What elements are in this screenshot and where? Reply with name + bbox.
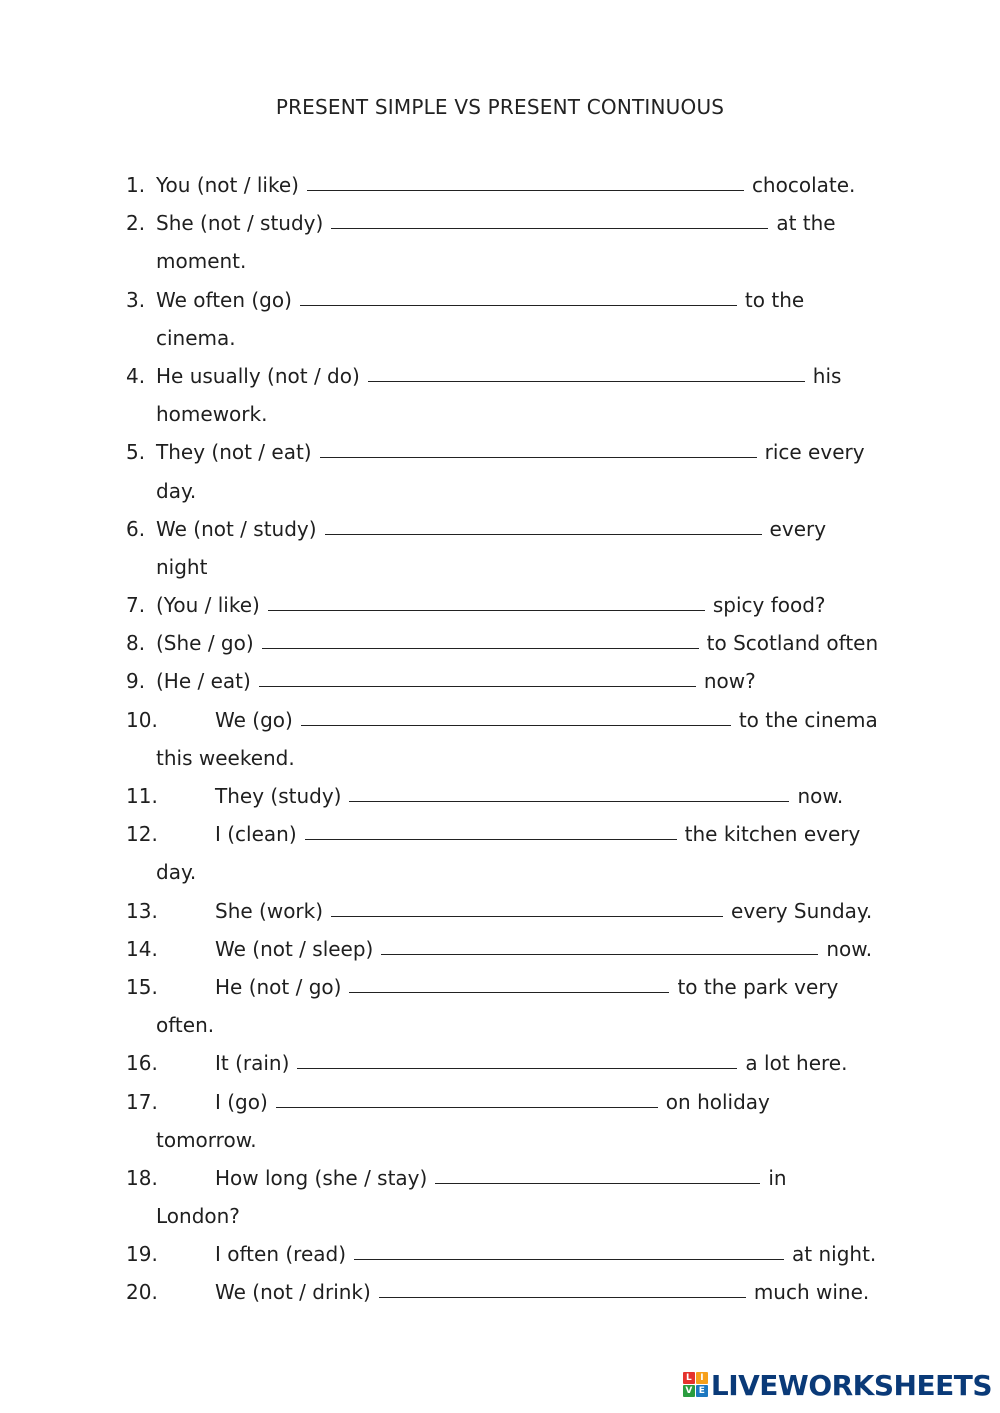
answer-blank[interactable] bbox=[276, 1089, 658, 1108]
exercise-item-continuation bbox=[0, 853, 1000, 891]
item-sentence bbox=[156, 204, 836, 242]
item-sentence bbox=[156, 433, 865, 471]
item-ending: a lot here. bbox=[745, 1051, 848, 1076]
exercise-item bbox=[0, 701, 1000, 739]
answer-blank[interactable] bbox=[435, 1165, 760, 1184]
exercise-item bbox=[0, 815, 1000, 853]
exercise-item-continuation bbox=[0, 739, 1000, 777]
item-number: 2. bbox=[126, 211, 146, 236]
exercise-item-continuation bbox=[0, 395, 1000, 433]
item-ending: spicy food? bbox=[712, 593, 826, 618]
item-sentence bbox=[156, 586, 826, 624]
liveworksheets-logo bbox=[683, 1369, 992, 1401]
item-prompt: They (not / eat) bbox=[156, 440, 312, 465]
item-sentence bbox=[215, 815, 860, 853]
exercise-item bbox=[0, 662, 1000, 700]
item-ending: the kitchen every bbox=[684, 822, 861, 847]
item-ending-continued: day. bbox=[156, 860, 197, 885]
logo-letter: V bbox=[683, 1385, 695, 1397]
item-prompt: You (not / like) bbox=[156, 173, 299, 197]
item-number: 20. bbox=[126, 1280, 158, 1305]
item-prompt: He (not / go) bbox=[215, 974, 342, 999]
item-ending: now. bbox=[797, 784, 844, 808]
answer-blank[interactable] bbox=[349, 783, 789, 802]
exercise-item-continuation bbox=[0, 1006, 1000, 1044]
item-ending: every Sunday. bbox=[731, 898, 873, 923]
item-sentence bbox=[215, 1273, 869, 1311]
item-ending: to the bbox=[744, 287, 805, 312]
item-number: 16. bbox=[126, 1051, 158, 1076]
item-sentence bbox=[215, 1083, 770, 1121]
item-prompt: How long (she / stay) bbox=[215, 1165, 428, 1190]
exercise-item-continuation bbox=[0, 548, 1000, 586]
item-number: 7. bbox=[126, 593, 146, 618]
item-sentence bbox=[215, 701, 878, 739]
item-ending-continued: homework. bbox=[156, 402, 268, 427]
item-prompt: They (study) bbox=[215, 784, 342, 808]
item-sentence bbox=[215, 930, 872, 968]
exercise-item-continuation bbox=[0, 472, 1000, 510]
item-ending: in bbox=[768, 1165, 787, 1190]
item-ending: chocolate. bbox=[751, 173, 856, 197]
exercise-item-continuation bbox=[0, 319, 1000, 357]
item-ending: much wine. bbox=[753, 1280, 870, 1305]
item-sentence bbox=[215, 1235, 876, 1273]
answer-blank[interactable] bbox=[331, 898, 723, 917]
exercise-item bbox=[0, 1083, 1000, 1121]
item-prompt: We (go) bbox=[215, 707, 293, 732]
item-ending: every bbox=[769, 516, 827, 541]
item-sentence bbox=[215, 892, 872, 930]
item-ending-continued: cinema. bbox=[156, 325, 236, 350]
item-sentence bbox=[215, 968, 838, 1006]
exercise-item bbox=[0, 357, 1000, 395]
item-number: 12. bbox=[126, 822, 158, 847]
answer-blank[interactable] bbox=[349, 974, 669, 993]
item-number: 14. bbox=[126, 936, 158, 961]
item-number: 11. bbox=[126, 784, 158, 808]
item-sentence bbox=[215, 1044, 847, 1082]
exercise-item bbox=[0, 930, 1000, 968]
item-number: 1. bbox=[126, 173, 146, 197]
item-ending-continued: moment. bbox=[156, 249, 247, 274]
item-number: 5. bbox=[126, 440, 146, 465]
item-ending: on holiday bbox=[665, 1089, 770, 1114]
answer-blank[interactable] bbox=[325, 516, 762, 535]
item-sentence bbox=[156, 624, 878, 662]
item-number: 18. bbox=[126, 1165, 158, 1190]
logo-letter: I bbox=[696, 1372, 708, 1384]
item-sentence bbox=[215, 777, 843, 815]
logo-letter: L bbox=[683, 1372, 695, 1384]
exercise-item bbox=[0, 586, 1000, 624]
item-number: 3. bbox=[126, 287, 146, 312]
answer-blank[interactable] bbox=[262, 630, 699, 649]
item-number: 9. bbox=[126, 669, 146, 694]
item-ending: at night. bbox=[792, 1242, 877, 1267]
answer-blank[interactable] bbox=[379, 1279, 746, 1298]
item-number: 4. bbox=[126, 363, 146, 388]
exercise-item bbox=[0, 1235, 1000, 1273]
exercise-item bbox=[0, 892, 1000, 930]
item-prompt: (She / go) bbox=[156, 631, 254, 656]
item-prompt: It (rain) bbox=[215, 1051, 290, 1076]
answer-blank[interactable] bbox=[300, 287, 737, 306]
page-title: PRESENT SIMPLE VS PRESENT CONTINUOUS bbox=[275, 95, 725, 119]
answer-blank[interactable] bbox=[268, 592, 705, 611]
exercise-item bbox=[0, 166, 1000, 204]
item-ending: to the cinema bbox=[738, 707, 878, 732]
item-ending-continued: often. bbox=[156, 1013, 215, 1038]
item-ending: to the park very bbox=[677, 974, 839, 999]
answer-blank[interactable] bbox=[354, 1241, 784, 1260]
exercise-item bbox=[0, 281, 1000, 319]
item-prompt: I (clean) bbox=[215, 822, 297, 847]
logo-mark-icon bbox=[683, 1372, 709, 1398]
answer-blank[interactable] bbox=[331, 210, 768, 229]
exercise-item bbox=[0, 1159, 1000, 1197]
exercise-item-continuation bbox=[0, 1121, 1000, 1159]
item-prompt: I often (read) bbox=[215, 1242, 347, 1267]
item-number: 19. bbox=[126, 1242, 158, 1267]
exercise-item bbox=[0, 1273, 1000, 1311]
item-ending-continued: this weekend. bbox=[156, 745, 295, 770]
exercise-item-continuation bbox=[0, 242, 1000, 280]
item-number: 13. bbox=[126, 898, 158, 923]
answer-blank[interactable] bbox=[320, 439, 757, 458]
answer-blank[interactable] bbox=[307, 172, 744, 191]
answer-blank[interactable] bbox=[301, 707, 731, 726]
item-number: 10. bbox=[126, 707, 158, 732]
exercise-item bbox=[0, 510, 1000, 548]
answer-blank[interactable] bbox=[368, 363, 805, 382]
item-sentence bbox=[215, 1159, 787, 1197]
item-prompt: We (not / study) bbox=[156, 516, 317, 541]
exercise-item-continuation bbox=[0, 1197, 1000, 1235]
item-ending: now. bbox=[826, 936, 873, 961]
item-sentence bbox=[156, 357, 841, 395]
item-prompt: We (not / drink) bbox=[215, 1280, 371, 1305]
item-ending: rice every bbox=[764, 440, 865, 465]
item-number: 6. bbox=[126, 516, 146, 541]
item-prompt: I (go) bbox=[215, 1089, 268, 1114]
exercise-item bbox=[0, 624, 1000, 662]
exercise-item bbox=[0, 1044, 1000, 1082]
item-prompt: (He / eat) bbox=[156, 669, 251, 694]
answer-blank[interactable] bbox=[259, 668, 696, 687]
exercise-item bbox=[0, 433, 1000, 471]
item-ending-continued: tomorrow. bbox=[156, 1127, 257, 1152]
item-ending: at the bbox=[776, 211, 836, 236]
item-ending: now? bbox=[703, 669, 756, 694]
exercise-item bbox=[0, 204, 1000, 242]
item-ending-continued: London? bbox=[156, 1204, 240, 1229]
answer-blank[interactable] bbox=[297, 1050, 737, 1069]
answer-blank[interactable] bbox=[381, 936, 818, 955]
item-sentence bbox=[156, 166, 855, 204]
item-ending-continued: day. bbox=[156, 478, 197, 503]
item-number: 15. bbox=[126, 974, 158, 999]
exercise-item bbox=[0, 968, 1000, 1006]
item-ending-continued: night bbox=[156, 554, 208, 579]
item-sentence bbox=[156, 281, 804, 319]
answer-blank[interactable] bbox=[305, 821, 677, 840]
item-prompt: She (not / study) bbox=[156, 211, 324, 236]
item-sentence bbox=[156, 662, 756, 700]
brand-name: LIVEWORKSHEETS bbox=[710, 1368, 992, 1402]
item-ending: his bbox=[812, 363, 842, 388]
item-prompt: (You / like) bbox=[156, 593, 260, 618]
item-number: 17. bbox=[126, 1089, 158, 1114]
exercise-item bbox=[0, 777, 1000, 815]
item-sentence bbox=[156, 510, 826, 548]
item-prompt: He usually (not / do) bbox=[156, 363, 360, 388]
item-number: 8. bbox=[126, 631, 146, 656]
exercise-list bbox=[0, 166, 1000, 1312]
item-ending: to Scotland often bbox=[706, 631, 879, 656]
item-prompt: We often (go) bbox=[156, 287, 292, 312]
logo-letter: E bbox=[696, 1385, 708, 1397]
item-prompt: We (not / sleep) bbox=[215, 936, 374, 961]
item-prompt: She (work) bbox=[215, 898, 324, 923]
